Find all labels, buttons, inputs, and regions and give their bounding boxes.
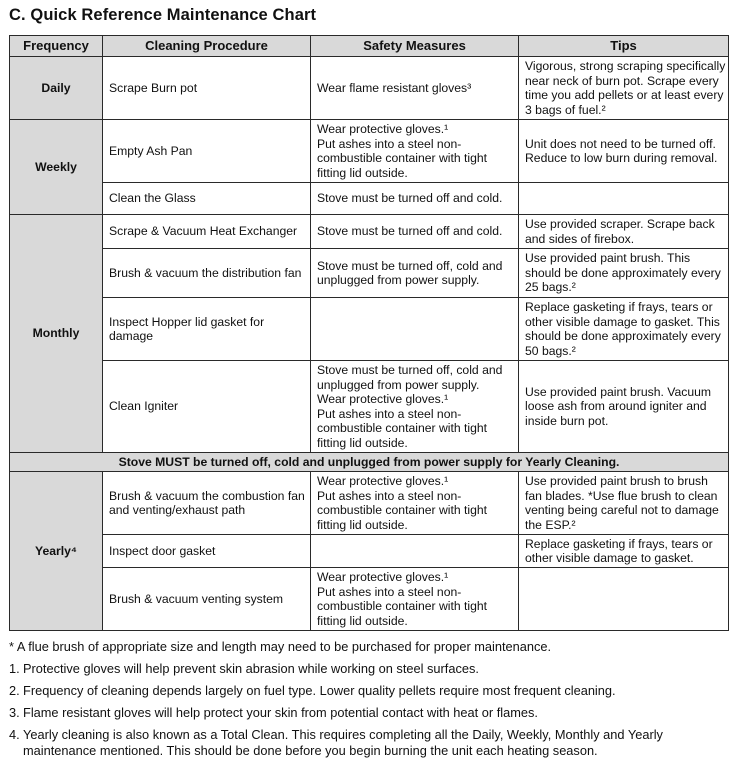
header-frequency: Frequency <box>10 36 103 57</box>
procedure-cell <box>103 57 311 120</box>
footnote-text: Yearly cleaning is also known as a Total Clean. This requires completing all the Daily, Weekly, Monthly and Yearly <box>23 727 663 742</box>
cell-line: Unit does not need to be turned off. <box>525 136 716 151</box>
procedure-cell <box>103 183 311 215</box>
cell-line: unplugged from power supply. <box>317 273 480 287</box>
table-row <box>10 215 729 249</box>
footnote-text: Protective gloves will help prevent skin abrasion while working on steel surfaces. <box>23 661 479 676</box>
cell-line: combustible container with tight <box>317 599 488 613</box>
cell-line: loose ash from around igniter and <box>525 399 707 414</box>
cell-line: Empty Ash Pan <box>109 143 193 158</box>
cell-line: 50 bags.² <box>525 343 576 358</box>
frequency-weekly: Weekly <box>10 120 103 215</box>
cell-line: Replace gasketing if frays, tears or <box>525 536 713 551</box>
procedure-cell <box>103 568 311 631</box>
footnote-text: Frequency of cleaning depends largely on fuel type. Lower quality pellets require most frequent cleaning. <box>23 683 616 698</box>
table-row <box>10 57 729 120</box>
cell-line: 3 bags of fuel.² <box>525 102 606 117</box>
table-row <box>10 472 729 535</box>
table-row <box>10 535 729 568</box>
cell-line: Put ashes into a steel non- <box>317 488 462 503</box>
safety-cell <box>311 120 519 183</box>
cell-line: time you add pellets or at least every <box>525 88 724 102</box>
cell-line: Put ashes into a steel non- <box>317 584 462 599</box>
safety-cell <box>311 249 519 298</box>
cell-line: Put ashes into a steel non- <box>317 406 462 421</box>
tips-cell <box>519 472 729 535</box>
cell-line: other visible damage to gasket. This <box>525 314 720 329</box>
cell-line: Use provided scraper. Scrape back <box>525 217 715 231</box>
page-title: C. Quick Reference Maintenance Chart <box>9 6 317 24</box>
cell-line: combustible container with tight <box>317 421 488 435</box>
maintenance-table <box>9 35 729 631</box>
cell-line: and sides of firebox. <box>525 231 635 246</box>
cell-line: Inspect Hopper lid gasket for <box>109 314 265 329</box>
procedure-cell <box>103 120 311 183</box>
cell-line: Wear protective gloves.¹ <box>317 392 449 406</box>
table-row <box>10 568 729 631</box>
cell-line: Brush & vacuum the combustion fan <box>109 488 305 503</box>
cell-line: Scrape Burn pot <box>109 80 198 95</box>
cell-line: should be done approximately every <box>525 265 721 280</box>
frequency-yearly: Yearly⁴ <box>10 472 103 631</box>
procedure-cell <box>103 215 311 249</box>
tips-cell <box>519 249 729 298</box>
tips-cell <box>519 120 729 183</box>
cell-line: Vigorous, strong scraping specifically <box>525 59 726 73</box>
cell-line: fan blades. *Use flue brush to clean <box>525 488 718 503</box>
cell-line: and venting/exhaust path <box>109 503 246 517</box>
header-row <box>10 36 729 57</box>
procedure-cell <box>103 535 311 568</box>
cell-line: Wear protective gloves.¹ <box>317 122 449 136</box>
safety-cell <box>311 361 519 453</box>
footnote-1 <box>9 661 731 677</box>
cell-line: venting being careful not to damage <box>525 503 719 517</box>
cell-line: combustible container with tight <box>317 503 488 517</box>
cell-line: Clean the Glass <box>109 191 196 206</box>
cell-line: Clean Igniter <box>109 399 179 414</box>
frequency-monthly: Monthly <box>10 215 103 453</box>
cell-line: 25 bags.² <box>525 280 576 295</box>
cell-line: other visible damage to gasket. <box>525 551 694 565</box>
procedure-cell <box>103 249 311 298</box>
header-procedure: Cleaning Procedure <box>103 36 311 57</box>
cell-line: Replace gasketing if frays, tears or <box>525 300 713 314</box>
footnote-number: 2. <box>9 683 20 698</box>
safety-cell <box>311 57 519 120</box>
safety-cell <box>311 215 519 249</box>
cell-line: Use provided paint brush. Vacuum <box>525 384 712 399</box>
footnote-3 <box>9 705 731 721</box>
cell-line: fitting lid outside. <box>317 435 408 450</box>
footnote-number: 1. <box>9 661 20 676</box>
cell-line: Put ashes into a steel non- <box>317 136 462 151</box>
cell-line: fitting lid outside. <box>317 165 408 180</box>
cell-line: Stove must be turned off, cold and <box>317 363 503 377</box>
tips-cell <box>519 535 729 568</box>
cell-line: inside burn pot. <box>525 413 609 428</box>
cell-line: the ESP.² <box>525 517 576 532</box>
cell-line: Brush & vacuum venting system <box>109 591 284 606</box>
footnote-2 <box>9 683 731 699</box>
tips-cell <box>519 215 729 249</box>
cell-line: unplugged from power supply. <box>317 377 480 392</box>
footnotes <box>9 639 731 765</box>
safety-cell <box>311 535 519 568</box>
tips-cell <box>519 568 729 631</box>
header-tips: Tips <box>519 36 729 57</box>
footnote-number: 3. <box>9 705 20 720</box>
cell-line: Reduce to low burn during removal. <box>525 151 718 165</box>
footnote-star: * A flue brush of appropriate size and length may need to be purchased for proper maintenance. <box>9 639 552 654</box>
cell-line: near neck of burn pot. Scrape every <box>525 73 719 88</box>
tips-cell <box>519 298 729 361</box>
safety-cell <box>311 472 519 535</box>
yearly-warning-banner: Stove MUST be turned off, cold and unplugged from power supply for Yearly Cleaning. <box>10 453 729 472</box>
safety-cell <box>311 298 519 361</box>
cell-line: fitting lid outside. <box>317 613 408 628</box>
footnote-text-continued: maintenance mentioned. This should be done before you begin burning the unit each heating season. <box>23 743 598 758</box>
table-row <box>10 183 729 215</box>
table-row <box>10 298 729 361</box>
procedure-cell <box>103 298 311 361</box>
footnote-text: Flame resistant gloves will help protect your skin from potential contact with heat or flames. <box>23 705 538 720</box>
cell-line: Wear protective gloves.¹ <box>317 570 449 584</box>
cell-line: should be done approximately every <box>525 329 721 343</box>
tips-cell <box>519 183 729 215</box>
safety-cell <box>311 183 519 215</box>
header-safety: Safety Measures <box>311 36 519 57</box>
safety-cell <box>311 568 519 631</box>
cell-line: Wear protective gloves.¹ <box>317 474 449 488</box>
cell-line: Stove must be turned off and cold. <box>317 191 503 206</box>
table-row <box>10 249 729 298</box>
frequency-daily: Daily <box>10 57 103 120</box>
cell-line: Scrape & Vacuum Heat Exchanger <box>109 224 298 239</box>
footnote-number: 4. <box>9 727 20 742</box>
cell-line: Stove must be turned off and cold. <box>317 224 503 239</box>
tips-cell <box>519 57 729 120</box>
cell-line: Wear flame resistant gloves³ <box>317 80 472 95</box>
cell-line: damage <box>109 329 154 343</box>
cell-line: Brush & vacuum the distribution fan <box>109 265 302 280</box>
table-row <box>10 453 729 472</box>
cell-line: Inspect door gasket <box>109 543 216 558</box>
cell-line: Use provided paint brush. This <box>525 251 691 266</box>
footnote-4 <box>9 727 731 759</box>
table-row <box>10 361 729 453</box>
procedure-cell <box>103 361 311 453</box>
cell-line: fitting lid outside. <box>317 517 408 532</box>
cell-line: Use provided paint brush to brush <box>525 474 708 488</box>
cell-line: combustible container with tight <box>317 151 488 165</box>
table-row <box>10 120 729 183</box>
cell-line: Stove must be turned off, cold and <box>317 258 503 273</box>
tips-cell <box>519 361 729 453</box>
procedure-cell <box>103 472 311 535</box>
